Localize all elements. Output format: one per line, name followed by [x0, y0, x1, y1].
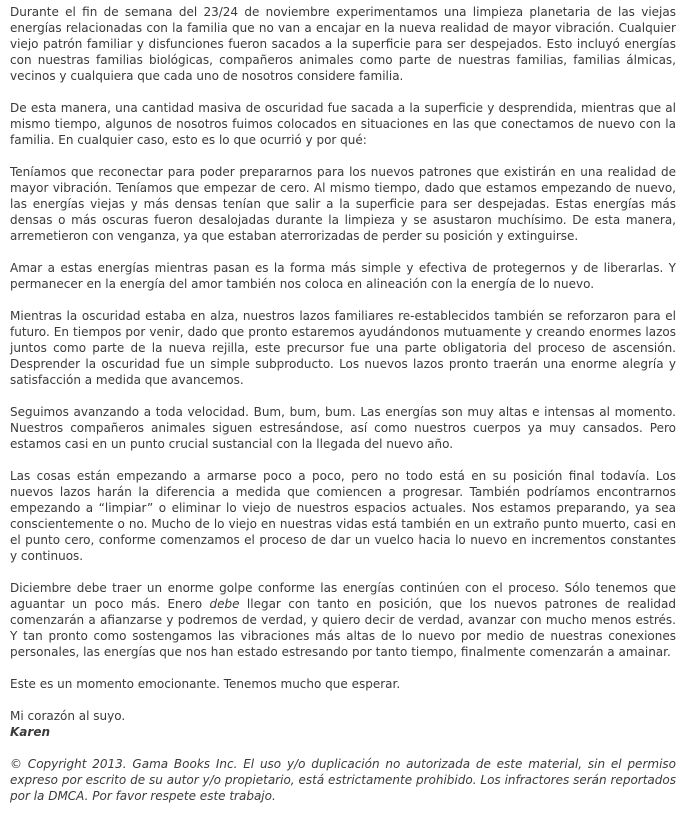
paragraph-1: Durante el fin de semana del 23/24 de noviembre experimentamos una limpieza planetaria de las viejas energías relacionadas con la familia que no van a encajar en la nueva realidad de mayor vibración. Cualquier viejo patrón familiar y disfunciones fueron sacados a la superficie para ser despejados. Esto incluyó energías con nuestras familias biológicas, compañeros animales como parte de nuestras familias, familias álmicas, vecinos y cualquiera que cada uno de nosotros considere familia. — [10, 5, 676, 83]
paragraph-6: Seguimos avanzando a toda velocidad. Bum, bum, bum. Las energías son muy altas e intensas al momento. Nuestros compañeros animales siguen estresándose, así como nuestros cuerpos ya muy cansados. Pero estamos casi en un punto crucial sustancial con la llegada del nuevo año. — [10, 405, 676, 451]
paragraph-2: De esta manera, una cantidad masiva de oscuridad fue sacada a la superficie y desprendida, mientras que al mismo tiempo, algunos de nosotros fuimos colocados en situaciones en las que conectamos de nuevo con la familia. En cualquier caso, esto es lo que ocurrió y por qué: — [10, 101, 676, 147]
signature-block — [10, 708, 676, 740]
paragraph-7: Las cosas están empezando a armarse poco a poco, pero no todo está en su posición final todavía. Los nuevos lazos harán la diferencia a medida que comiencen a progresar. También podríamos encontrarnos empezando a “limpiar” o eliminar lo viejo de nuestros espacios actuales. Nos estamos preparando, ya sea conscientemente o no. Mucho de lo viejo en nuestras vidas está también en un extraño punto muerto, casi en el punto cero, conforme comenzamos el proceso de dar un vuelco hacia lo nuevo en incrementos constantes y continuos. — [10, 469, 676, 563]
paragraph-8: Diciembre debe traer un enorme golpe conforme las energías continúen con el proceso. Sólo tenemos que aguantar un poco más. Enero debe llegar con tanto en posición, que los nuevos patrones de realidad comenzarán a afianzarse y podremos de verdad, y quiero decir de verdad, avanzar con mucho menos estrés. Y tan pronto como sostengamos las vibraciones más altas de lo nuevo por medio de nuestras conexiones personales, las energías que nos han estado estresando por tanto tiempo, finalmente comenzarán a amainar. — [10, 581, 677, 659]
emphasis-debe: debe — [209, 597, 240, 611]
author-name: Karen — [10, 725, 50, 739]
paragraph-4: Amar a estas energías mientras pasan es la forma más simple y efectiva de protegernos y de liberarlas. Y permanecer en la energía del amor también nos coloca en alineación con la energía de lo nuevo. — [10, 261, 676, 291]
paragraph-3: Teníamos que reconectar para poder prepararnos para los nuevos patrones que existirán en una realidad de mayor vibración. Teníamos que empezar de cero. Al mismo tiempo, dado que estamos empezando de nuevo, las energías viejas y más densas tenían que salir a la superficie para ser despejadas. Estas energías más densas o más oscuras fueron desalojadas durante la limpieza y se asustaron muchísimo. De esta manera, arremetieron con venganza, ya que estaban aterrorizadas de perder su posición y extinguirse. — [10, 165, 676, 243]
paragraph-9: Este es un momento emocionante. Tenemos mucho que esperar. — [10, 677, 401, 691]
paragraph-5: Mientras la oscuridad estaba en alza, nuestros lazos familiares re-establecidos también se reforzaron para el futuro. En tiempos por venir, dado que pronto estaremos ayudándonos mutuamente y creando enormes lazos juntos como parte de la nueva rejilla, este precursor fue una parte obligatoria del proceso de ascensión. Desprender la oscuridad fue un simple subproducto. Los nuevos lazos pronto traerán una enorme alegría y satisfacción a medida que avancemos. — [10, 309, 676, 387]
closing-line: Mi corazón al suyo. — [10, 709, 126, 723]
copyright-notice: © Copyright 2013. Gama Books Inc. El uso y/o duplicación no autorizada de este material, sin el permiso expreso por escrito de su autor y/o propietario, está estrictamente prohibido. Los infractores serán reportados por la DMCA. Por favor respete este trabajo. — [10, 757, 676, 803]
